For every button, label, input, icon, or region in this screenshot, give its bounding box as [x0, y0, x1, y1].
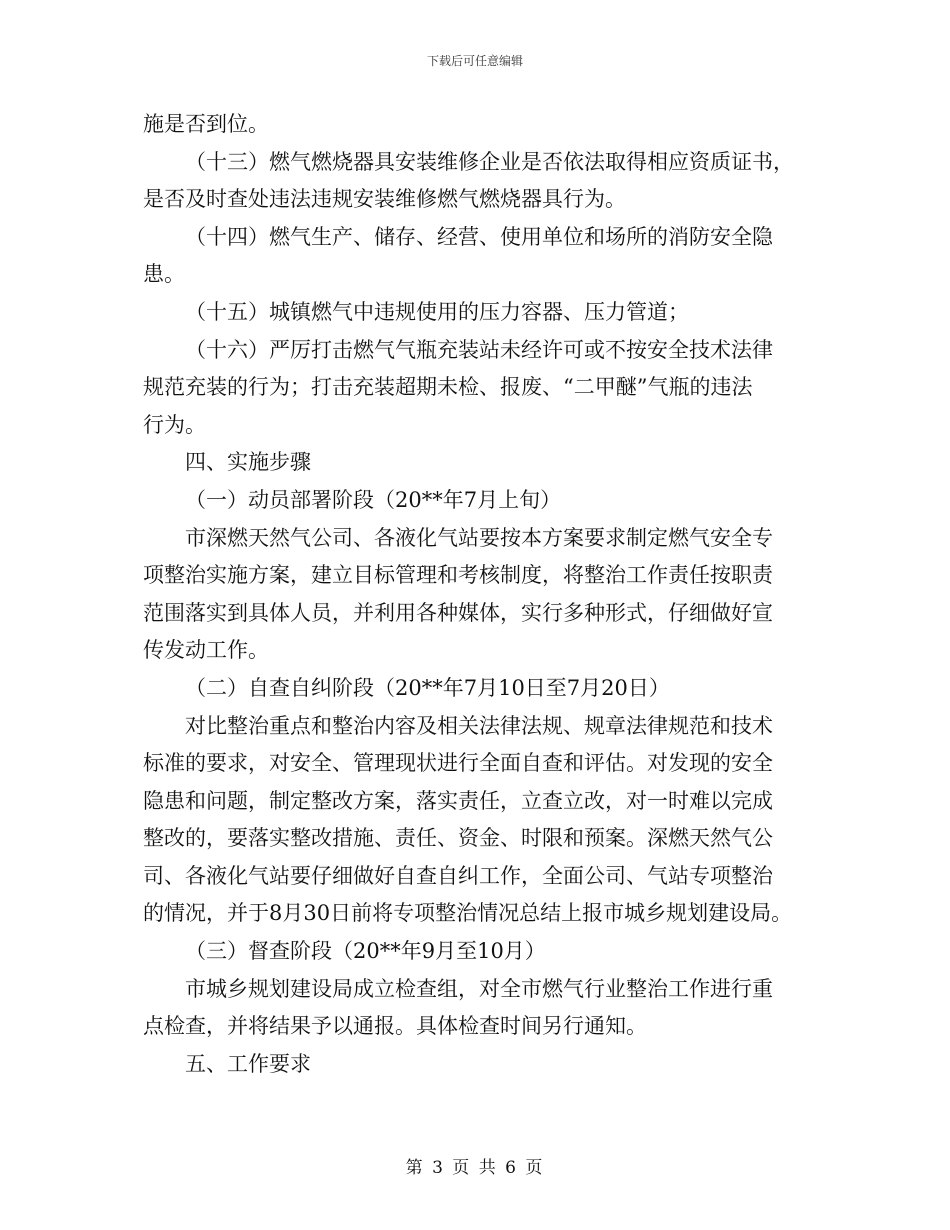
- text-line: （十五）城镇燃气中违规使用的压力容器、压力管道；: [185, 299, 689, 324]
- text-line: 司、各液化气站要仔细做好自查自纠工作，全面公司、气站专项整治: [143, 863, 773, 888]
- text-line: 是否及时查处违法违规安装维修燃气燃烧器具行为。: [143, 187, 626, 212]
- text-line: 隐患和问题，制定整改方案，落实责任，立查立改，对一时难以完成: [143, 788, 773, 813]
- subsection-heading: （一）动员部署阶段（20**年7月上旬）: [185, 487, 562, 512]
- text-line: 传发动工作。: [143, 638, 269, 663]
- text-line: 患。: [143, 262, 185, 287]
- text-line: 对比整治重点和整治内容及相关法律法规、规章法律规范和技术: [185, 713, 773, 738]
- text-line: 的情况，并于8月30日前将专项整治情况总结上报市城乡规划建设局。: [143, 901, 793, 926]
- text-line: （十四）燃气生产、储存、经营、使用单位和场所的消防安全隐: [185, 224, 773, 249]
- page-header: 下载后可任意编辑: [426, 54, 523, 68]
- text-line: 标准的要求，对安全、管理现状进行全面自查和评估。对发现的安全: [143, 751, 773, 776]
- page-footer: 第 3 页 共 6 页: [405, 1158, 545, 1178]
- document-body: [143, 106, 813, 1083]
- text-line: （十六）严厉打击燃气气瓶充装站未经许可或不按安全技术法律: [185, 337, 773, 362]
- text-line: 市深燃天然气公司、各液化气站要按本方案要求制定燃气安全专: [185, 525, 773, 550]
- text-line: （十三）燃气燃烧器具安装维修企业是否依法取得相应资质证书，: [185, 149, 794, 174]
- text-line: 整改的，要落实整改措施、责任、资金、时限和预案。深燃天然气公: [143, 826, 773, 851]
- text-line: 行为。: [143, 412, 206, 437]
- text-line: 市城乡规划建设局成立检查组，对全市燃气行业整治工作进行重: [185, 976, 773, 1001]
- text-line: 点检查，并将结果予以通报。具体检查时间另行通知。: [143, 1014, 647, 1039]
- text-line: 规范充装的行为；打击充装超期未检、报废、“二甲醚”气瓶的违法: [143, 375, 753, 400]
- text-line: 项整治实施方案，建立目标管理和考核制度，将整治工作责任按职责: [143, 563, 773, 588]
- section-heading: 四、实施步骤: [185, 450, 311, 475]
- section-heading: 五、工作要求: [185, 1051, 311, 1076]
- text-line: 范围落实到具体人员，并利用各种媒体，实行多种形式，仔细做好宣: [143, 600, 773, 625]
- text-line: 施是否到位。: [143, 112, 269, 136]
- subsection-heading: （三）督查阶段（20**年9月至10月）: [185, 939, 546, 964]
- subsection-heading: （二）自查自纠阶段（20**年7月10日至7月20日）: [185, 675, 670, 700]
